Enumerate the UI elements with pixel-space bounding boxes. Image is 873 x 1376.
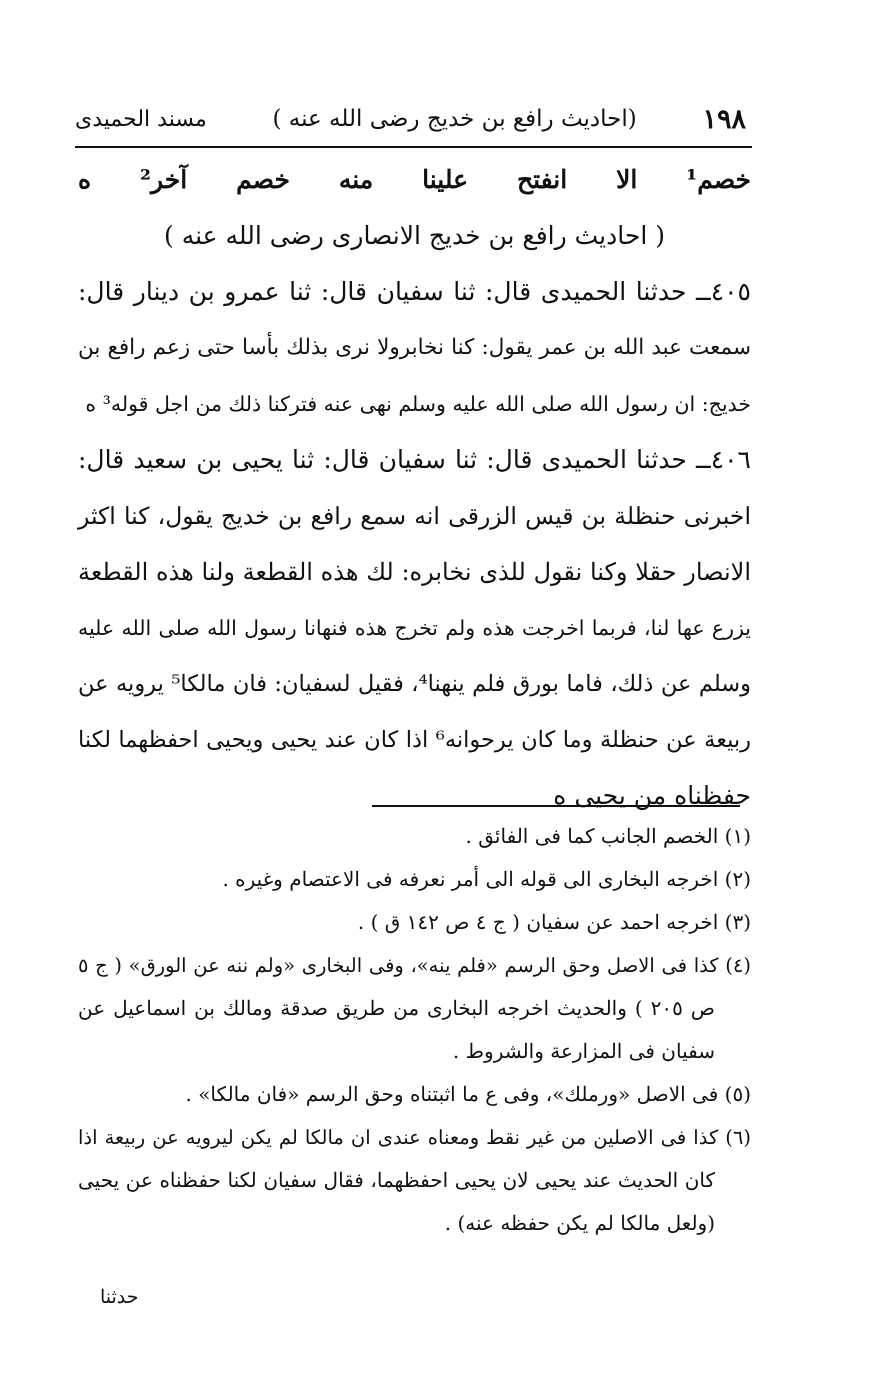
- book-title: مسند الحميدى: [75, 106, 207, 132]
- footnote-2: (٢) اخرجه البخارى الى قوله الى أمر نعرفه فى الاعتصام وغيره .: [222, 867, 751, 891]
- footnote-3: (٣) اخرجه احمد عن سفيان ( ج ٤ ص ١٤٢ ق ) .: [357, 910, 751, 934]
- text-line: الانصار حقلا وكنا نقول للذى نخابره: لك هذه القطعة ولنا هذه القطعة: [78, 558, 751, 586]
- text-line: سمعت عبد الله بن عمر يقول: كنا نخابرولا نرى بذلك بأسا حتى زعم رافع بن: [78, 335, 751, 360]
- footnote-6-cont: (ولعل مالكا لم يكن حفظه عنه) .: [444, 1211, 715, 1235]
- footnote-1: (١) الخصم الجانب كما فى الفائق .: [465, 824, 751, 848]
- text-line: اخبرنى حنظلة بن قيس الزرقى انه سمع رافع بن خديج يقول، كنا اكثر: [78, 502, 751, 530]
- footnote-4: (٤) كذا فى الاصل وحق الرسم «فلم ينه»، وفى البخارى «ولم ننه عن الورق» ( ج ٥: [78, 954, 751, 977]
- hadith-406-start: ٤٠٦ــ حدثنا الحميدى قال: ثنا سفيان قال: ثنا يحيى بن سعيد قال:: [78, 445, 751, 474]
- footnote-6: (٦) كذا فى الاصلين من غير نقط ومعناه عندى ان مالكا لم يكن ليرويه عن ربيعة اذا: [78, 1126, 751, 1149]
- footnote-4-cont: ص ٢٠٥ ) والحديث اخرجه البخارى من طريق صدقة ومالك بن اسماعيل عن: [78, 996, 715, 1020]
- text-line: خصم¹ الا انفتح علينا منه خصم آخر² ه: [78, 165, 751, 194]
- hadith-405-start: ٤٠٥ــ حدثنا الحميدى قال: ثنا سفيان قال: ثنا عمرو بن دينار قال:: [78, 277, 751, 306]
- catchword: حدثنا: [100, 1286, 139, 1308]
- footnote-5: (٥) فى الاصل «ورملك»، وفى ع ما اثبتناه وحق الرسم «فان مالكا» .: [185, 1082, 751, 1106]
- running-title: (احاديث رافع بن خديج رضى الله عنه ): [272, 106, 637, 132]
- footnote-rule: [372, 805, 740, 807]
- page-header: [75, 96, 746, 142]
- header-rule: [75, 146, 752, 148]
- footnote-6-cont: كان الحديث عند يحيى لان يحيى احفظهما، فقال سفيان لكنا حفظناه عن يحيى: [78, 1168, 715, 1192]
- text-line: ربيعة عن حنظلة وما كان يرحوانه⁶ اذا كان عند يحيى ويحيى احفظهما لكنا: [78, 727, 752, 753]
- footnotes: [78, 815, 751, 1245]
- footnote-4-cont: سفيان فى المزارعة والشروط .: [452, 1039, 715, 1063]
- text-line: حفظناه من يحيى ه: [553, 781, 751, 810]
- section-heading: ( احاديث رافع بن خديج الانصارى رضى الله عنه ): [164, 221, 665, 250]
- text-line: خديج: ان رسول الله صلى الله عليه وسلم نهى عنه فتركنا ذلك من اجل قوله³ ه: [85, 392, 751, 416]
- text-line: يزرع عها لنا، فربما اخرجت هذه ولم تخرج هذه فنهانا رسول الله صلى الله عليه: [78, 616, 751, 640]
- text-line: وسلم عن ذلك، فاما بورق فلم ينهنا⁴، فقيل لسفيان: فان مالكا⁵ يرويه عن: [78, 671, 752, 697]
- page-number: ١٩٨: [702, 103, 746, 135]
- main-text: [78, 152, 751, 824]
